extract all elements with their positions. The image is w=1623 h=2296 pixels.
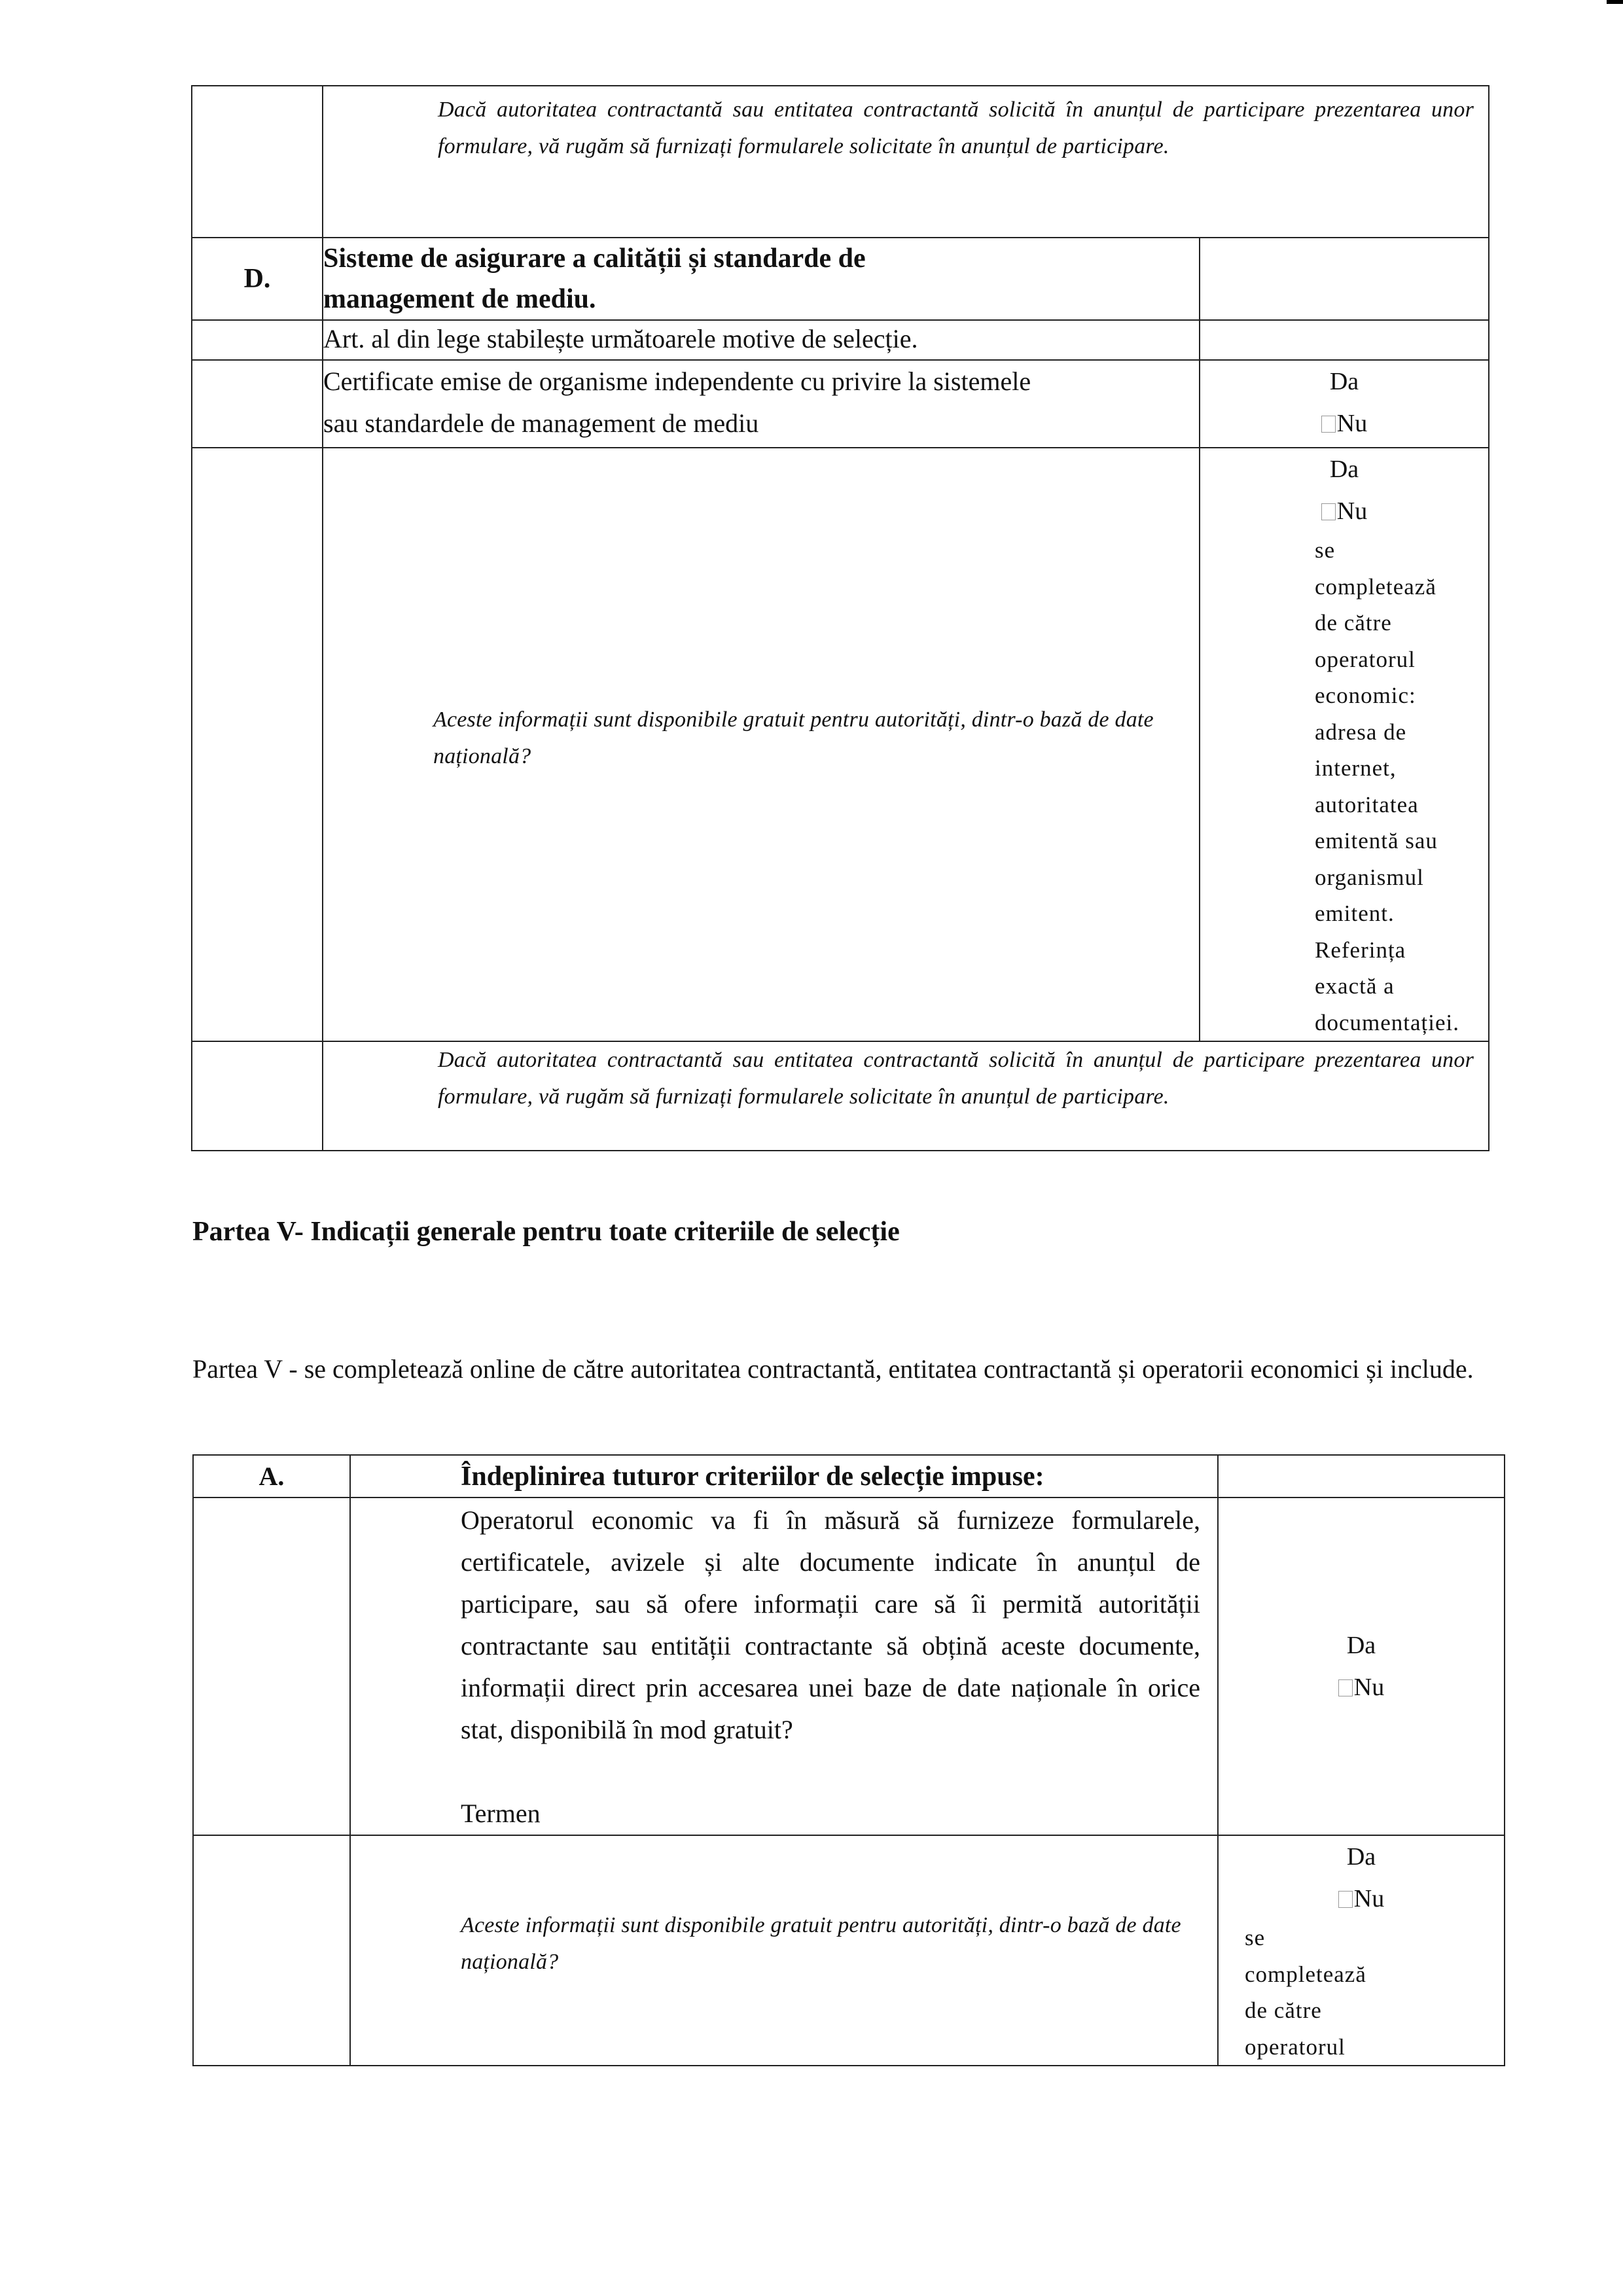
label-cell	[192, 86, 323, 238]
option-yes[interactable]: Da	[1329, 368, 1359, 395]
term-label: Termen	[461, 1799, 541, 1828]
certificates-answer	[1200, 360, 1489, 448]
database-note: se completează de către operatorul	[1245, 1925, 1366, 2060]
table-row	[192, 360, 1489, 448]
part-v-intro: Partea V - se completează online de către autoritatea contractantă, entitatea contractantă și operatorii economici și include.	[192, 1354, 1474, 1384]
option-no[interactable]: Nu	[1219, 1878, 1504, 1920]
documents-answer	[1218, 1498, 1505, 1835]
database-question: Aceste informații sunt disponibile gratuit pentru autorități, dintr-o bază de date națională?	[461, 1913, 1181, 1974]
section-title-cell	[323, 238, 1200, 320]
checkbox-icon[interactable]	[1321, 416, 1336, 433]
option-no[interactable]: Nu	[1200, 490, 1488, 532]
table-row	[192, 86, 1489, 238]
scan-corner-mark	[1607, 0, 1623, 4]
database-question: Aceste informații sunt disponibile gratuit pentru autorități, dintr-o bază de date națională?	[433, 707, 1154, 768]
forms-request-note: Dacă autoritatea contractantă sau entitatea contractantă solicită în anunțul de participare prezentarea unor formulare, vă rugăm să furnizați formularele solicitate în anunțul de participare.	[438, 98, 1474, 158]
documents-text: Operatorul economic va fi în măsură să furnizeze formularele, certificatele, avizele și alte documente indicate în anunțul de participare, sau să ofere informații care să îi permită autorității contractante sau entității contractante să obțină aceste documente, informații direct prin accesarea unei baze de date naționale în orice stat, disponibilă în mod gratuit?	[461, 1505, 1200, 1744]
checkbox-icon[interactable]	[1338, 1679, 1353, 1696]
section-label: D.	[192, 238, 323, 320]
table-row	[192, 238, 1489, 320]
checkbox-icon[interactable]	[1321, 503, 1336, 520]
article-text: Art. al din lege stabilește următoarele motive de selecție.	[323, 324, 918, 353]
section-label: A.	[193, 1455, 350, 1498]
table-row	[192, 1041, 1489, 1151]
table-row	[193, 1455, 1505, 1498]
database-answer	[1200, 448, 1489, 1041]
table-row	[192, 320, 1489, 360]
table-row	[192, 448, 1489, 1041]
database-answer	[1218, 1835, 1505, 2066]
section-title: Sisteme de asigurare a calității și standarde de management de mediu.	[323, 243, 866, 314]
option-no[interactable]: Nu	[1219, 1666, 1504, 1708]
database-note: se completează de către operatorul economic: adresa de internet, autoritatea emitentă sau organismul emitent. Referința exactă a documentației.	[1315, 537, 1460, 1035]
option-yes[interactable]: Da	[1346, 1632, 1376, 1659]
table-row	[193, 1498, 1505, 1835]
note-cell	[323, 86, 1489, 238]
option-no[interactable]: Nu	[1200, 403, 1488, 444]
forms-request-note: Dacă autoritatea contractantă sau entitatea contractantă solicită în anunțul de participare prezentarea unor formulare, vă rugăm să furnizați formularele solicitate în anunțul de participare.	[438, 1048, 1474, 1109]
table-row	[193, 1835, 1505, 2066]
part-v-heading: Partea V- Indicații generale pentru toate criteriile de selecție	[192, 1217, 900, 1247]
certificates-text: Certificate emise de organisme independente cu privire la sistemele sau standardele de management de mediu	[323, 367, 1031, 438]
empty-cell	[1200, 238, 1489, 320]
selection-criteria-table-d	[191, 85, 1489, 1151]
selection-criteria-table-a	[192, 1454, 1505, 2066]
section-title: Îndeplinirea tuturor criteriilor de selecție impuse:	[461, 1461, 1044, 1492]
option-yes[interactable]: Da	[1329, 456, 1359, 483]
option-yes[interactable]: Da	[1346, 1843, 1376, 1871]
checkbox-icon[interactable]	[1338, 1891, 1353, 1908]
